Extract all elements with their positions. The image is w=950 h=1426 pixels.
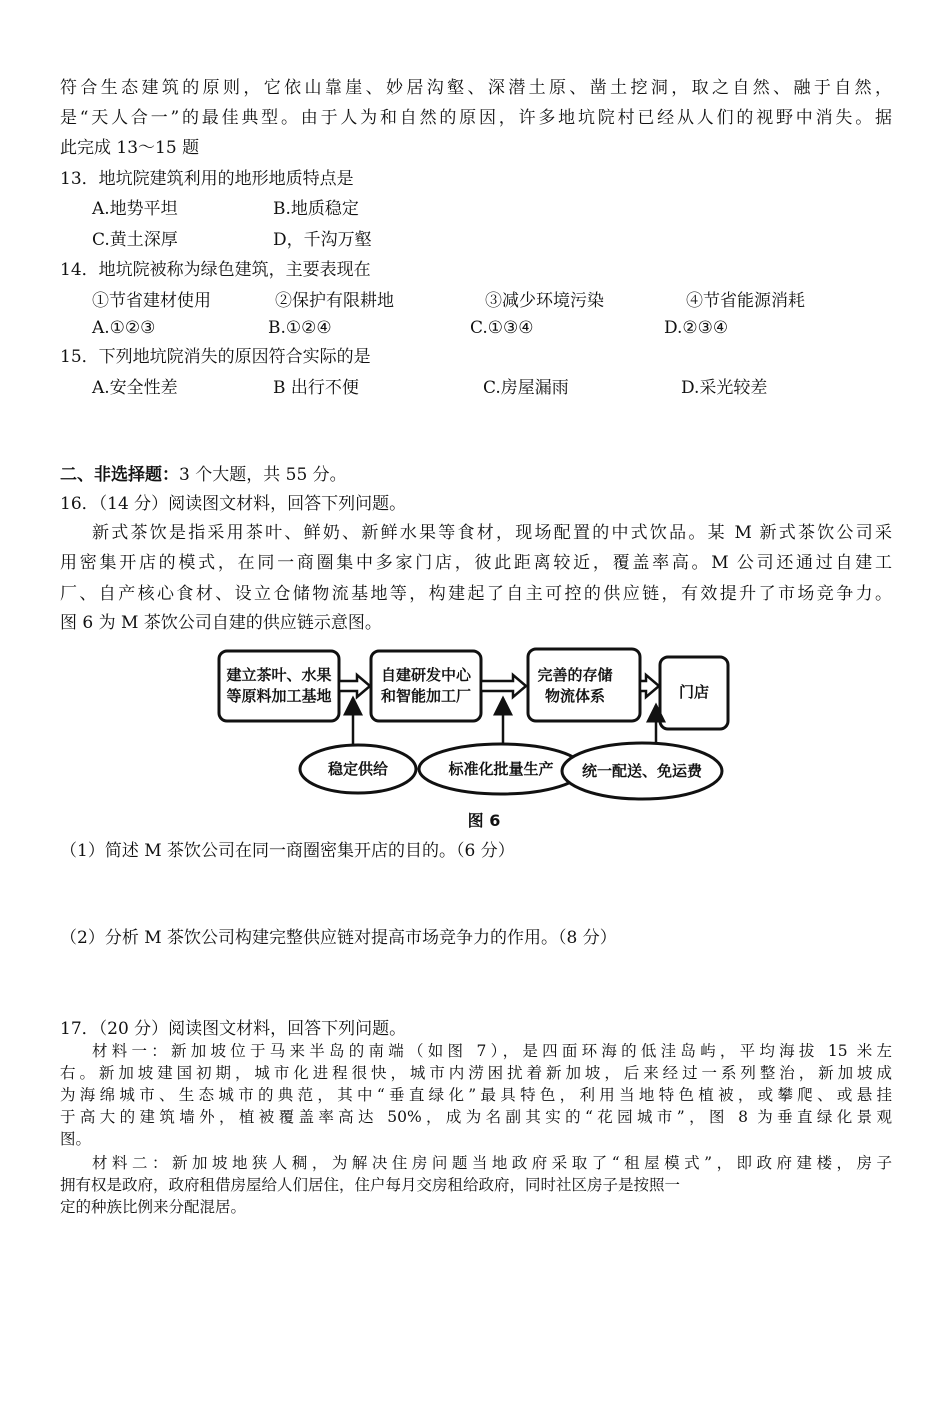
q14-statement-1: ①节省建材使用	[92, 291, 211, 311]
q14-option-a: A.①②③	[92, 318, 156, 338]
q17-stem: 17．（20 分）阅读图文材料，回答下列问题。	[60, 1019, 407, 1039]
q16-para-line-3: 厂、自产核心食材、设立仓储物流基地等，构建起了自主可控的供应链，有效提升了市场竞争力。	[60, 584, 892, 604]
box1-label-line-1: 建立茶叶、水果	[226, 666, 332, 684]
oval2-label: 标准化批量生产	[448, 760, 554, 778]
box-rd-factory	[371, 651, 481, 721]
box-storage-logistics	[528, 649, 640, 721]
box2-label-line-1: 自建研发中心	[380, 666, 472, 684]
oval1-label: 稳定供给	[327, 760, 389, 778]
q13-option-b: B.地质稳定	[273, 199, 359, 219]
q15-option-c: C.房屋漏雨	[483, 378, 569, 398]
q14-stem: 14．地坑院被称为绿色建筑，主要表现在	[60, 260, 371, 280]
figure-6-supply-chain	[213, 643, 733, 835]
figure-6-caption: 图 6	[467, 811, 501, 830]
box2-label-line-2: 和智能加工厂	[380, 687, 472, 705]
arrow-2-icon	[481, 675, 526, 697]
q15-stem: 15．下列地坑院消失的原因符合实际的是	[60, 347, 371, 367]
box3-label-line-1: 完善的存储	[537, 666, 613, 684]
q16-para-line-1: 新式茶饮是指采用茶叶、鲜奶、新鲜水果等食材，现场配置的中式饮品。某 M 新式茶饮公司采	[92, 523, 892, 543]
intro-line-2: 是“天人合一”的最佳典型。由于人为和自然的原因，许多地坑院村已经从人们的视野中消失。据	[60, 108, 892, 128]
box1-label-line-2: 等原料加工基地	[226, 687, 332, 705]
q16-para-line-2: 用密集开店的模式，在同一商圈集中多家门店，彼此距离较近，覆盖率高。M 公司还通过自建工	[60, 553, 892, 573]
intro-line-1: 符合生态建筑的原则，它依山靠崖、妙居沟壑、深潜土原、凿土挖洞，取之自然、融于自然，	[60, 78, 892, 98]
q17-material-2-line-2: 拥有权是政府，政府租借房屋给人们居住，住户每月交房租给政府，同时社区房子是按照一	[60, 1176, 681, 1194]
q17-material-1-line-2: 右。新加坡建国初期，城市化进程很快，城市内涝困扰着新加坡，后来经过一系列整治，新加坡成	[60, 1064, 892, 1082]
section-2-desc: 3 个大题，共 55 分。	[179, 465, 347, 485]
q13-option-d: D，千沟万壑	[273, 230, 372, 250]
q16-stem: 16．（14 分）阅读图文材料，回答下列问题。	[60, 494, 407, 514]
q17-material-1-line-1: 材料一：新加坡位于马来半岛的南端（如图 7），是四面环海的低洼岛屿，平均海拔 15 米左	[92, 1042, 892, 1060]
arrow-3-icon	[640, 675, 659, 697]
q17-material-2-line-3: 定的种族比例来分配混居。	[60, 1198, 247, 1216]
q17-material-2-line-1: 材料二：新加坡地狭人稠，为解决住房问题当地政府采取了“租屋模式”，即政府建楼，房子	[92, 1154, 892, 1172]
oval3-label: 统一配送、免运费	[581, 762, 703, 780]
q14-option-b: B.①②④	[268, 318, 332, 338]
q17-material-1-line-5: 图。	[60, 1130, 92, 1148]
q16-sub-question-1: （1）简述 M 茶饮公司在同一商圈密集开店的目的。（6 分）	[60, 841, 515, 861]
box3-label-line-2: 物流体系	[544, 687, 606, 705]
q14-option-c: C.①③④	[470, 318, 534, 338]
intro-line-3: 此完成 13～15 题	[60, 138, 200, 158]
q17-material-1-line-3: 为海绵城市、生态城市的典范，其中“垂直绿化”最具特色，利用当地特色植被，或攀爬、或悬挂	[60, 1086, 892, 1104]
q17-material-1-line-4: 于高大的建筑墙外，植被覆盖率高达 50%，成为名副其实的“花园城市”，图 8 为垂直绿化景观	[60, 1108, 892, 1126]
q16-para-line-4: 图 6 为 M 茶饮公司自建的供应链示意图。	[60, 613, 382, 633]
section-2-heading	[60, 463, 347, 487]
arrow-1-icon	[339, 675, 370, 697]
q14-statement-2: ②保护有限耕地	[275, 291, 394, 311]
box4-label: 门店	[678, 683, 710, 701]
section-2-title: 二、非选择题：	[60, 465, 179, 485]
q15-option-d: D.采光较差	[681, 378, 768, 398]
box-raw-material-base	[219, 651, 339, 721]
q15-option-b: B 出行不便	[273, 378, 359, 398]
q14-statement-3: ③减少环境污染	[485, 291, 604, 311]
q15-option-a: A.安全性差	[92, 378, 178, 398]
q14-option-d: D.②③④	[664, 318, 729, 338]
q16-sub-question-2: （2）分析 M 茶饮公司构建完整供应链对提高市场竞争力的作用。（8 分）	[60, 928, 617, 948]
q13-option-c: C.黄土深厚	[92, 230, 178, 250]
q13-stem: 13．地坑院建筑利用的地形地质特点是	[60, 169, 354, 189]
q13-option-a: A.地势平坦	[92, 199, 178, 219]
q14-statement-4: ④节省能源消耗	[686, 291, 805, 311]
